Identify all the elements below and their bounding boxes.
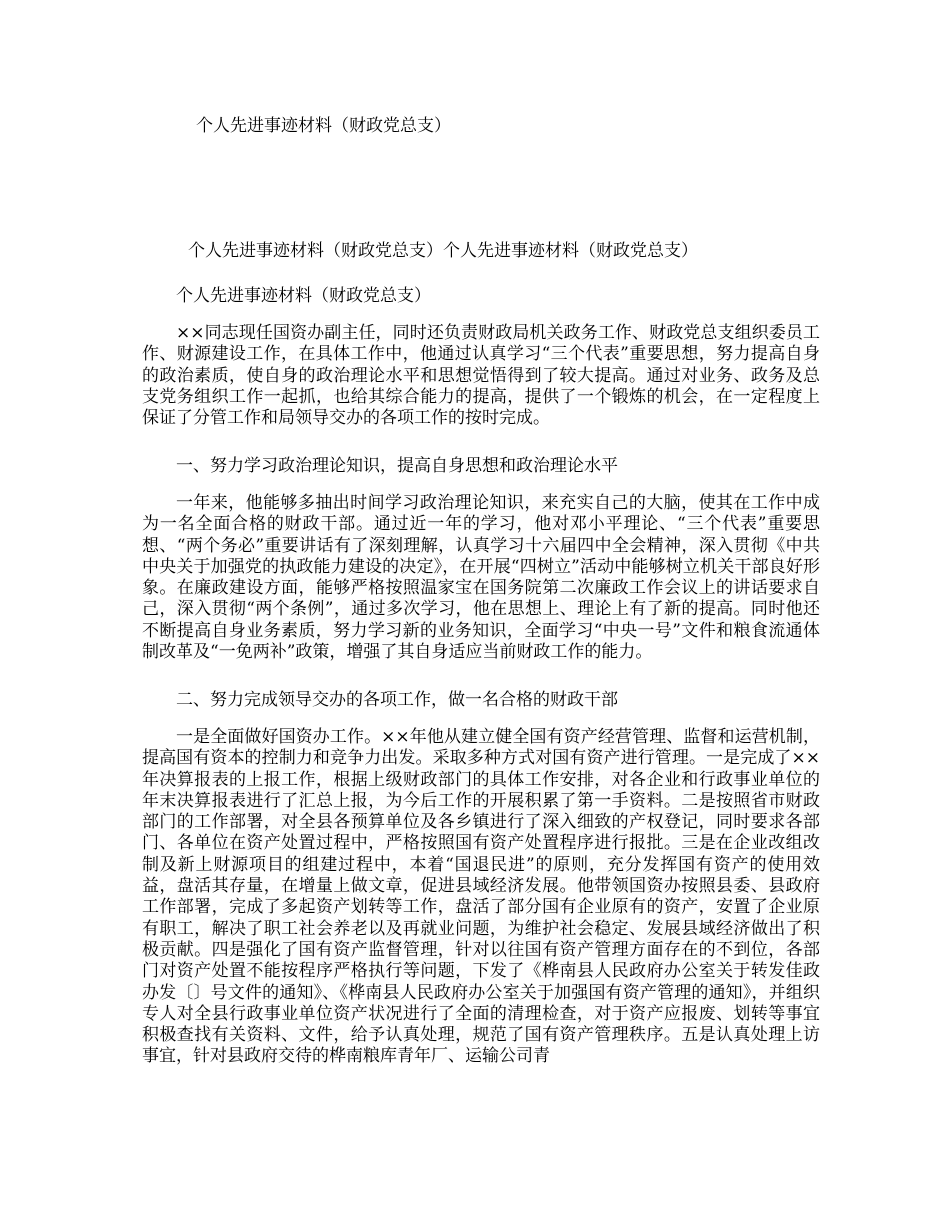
section-1-paragraph: 一年来，他能够多抽出时间学习政治理论知识，来充实自己的大脑，使其在工作中成为一名全面合格的财政干部。通过近一年的学习，他对邓小平理论、“三个代表”重要思想、“两个务必”重要讲话有了深刻理解，认真学习十六届四中全会精神，深入贯彻《中共中央关于加强党的执政能力建设的决定》，在开展“四树立”活动中能够树立机关干部良好形象。在廉政建设方面，能够严格按照温家宝在国务院第二次廉政工作会议上的讲话要求自己，深入贯彻“两个条例”，通过多次学习，他在思想上、理论上有了新的提高。同时他还不断提高自身业务素质，努力学习新的业务知识，全面学习“中央一号”文件和粮食流通体制改革及“一免两补”政策，增强了其自身适应当前财政工作的能力。 (142, 493, 820, 663)
section-heading-1: 一、努力学习政治理论知识，提高自身思想和政治理论水平 (176, 456, 618, 476)
subtitle: 个人先进事迹材料（财政党总支） (176, 286, 431, 306)
intro-paragraph: ××同志现任国资办副主任，同时还负责财政局机关政务工作、财政党总支组织委员工作、财源建设工作，在具体工作中，他通过认真学习“三个代表”重要思想，努力提高自身的政治素质，使自身的政治理论水平和思想觉悟得到了较大提高。通过对业务、政务及总支党务组织工作一起抓，也给其综合能力的提高，提供了一个锻炼的机会，在一定程度上保证了分管工作和局领导交办的各项工作的按时完成。 (142, 323, 820, 429)
section-2-paragraph: 一是全面做好国资办工作。××年他从建立健全国有资产经营管理、监督和运营机制，提高国有资本的控制力和竞争力出发。采取多种方式对国有资产进行管理。一是完成了××年决算报表的上报工作，根据上级财政部门的具体工作安排，对各企业和行政事业单位的年末决算报表进行了汇总上报，为今后工作的开展积累了第一手资料。二是按照省市财政部门的工作部署，对全县各预算单位及各乡镇进行了深入细致的产权登记，同时要求各部门、各单位在资产处置过程中，严格按照国有资产处置程序进行报批。三是在企业改组改制及新上财源项目的组建过程中，本着“国退民进”的原则，充分发挥国有资产的使用效益，盘活其存量，在增量上做文章，促进县域经济发展。他带领国资办按照县委、县政府工作部署，完成了多起资产划转等工作，盘活了部分国有企业原有的资产，安置了企业原有职工，解决了职工社会养老以及再就业问题，为维护社会稳定、发展县域经济做出了积极贡献。四是强化了国有资产监督管理，针对以往国有资产管理方面存在的不到位，各部门对资产处置不能按程序严格执行等问题，下发了《桦南县人民政府办公室关于转发佳政办发〔〕号文件的通知》、《桦南县人民政府办公室关于加强国有资产管理的通知》，并组织专人对全县行政事业单位资产状况进行了全面的清理检查，对于资产应报废、划转等事宜积极查找有关资料、文件，给予认真处理，规范了国有资产管理秩序。五是认真处理上访事宜，针对县政府交待的桦南粮库青年厂、运输公司青 (142, 727, 820, 1067)
combined-title: 个人先进事迹材料（财政党总支）个人先进事迹材料（财政党总支） (188, 241, 698, 261)
section-heading-2: 二、努力完成领导交办的各项工作，做一名合格的财政干部 (176, 690, 618, 710)
top-title: 个人先进事迹材料（财政党总支） (196, 116, 451, 136)
